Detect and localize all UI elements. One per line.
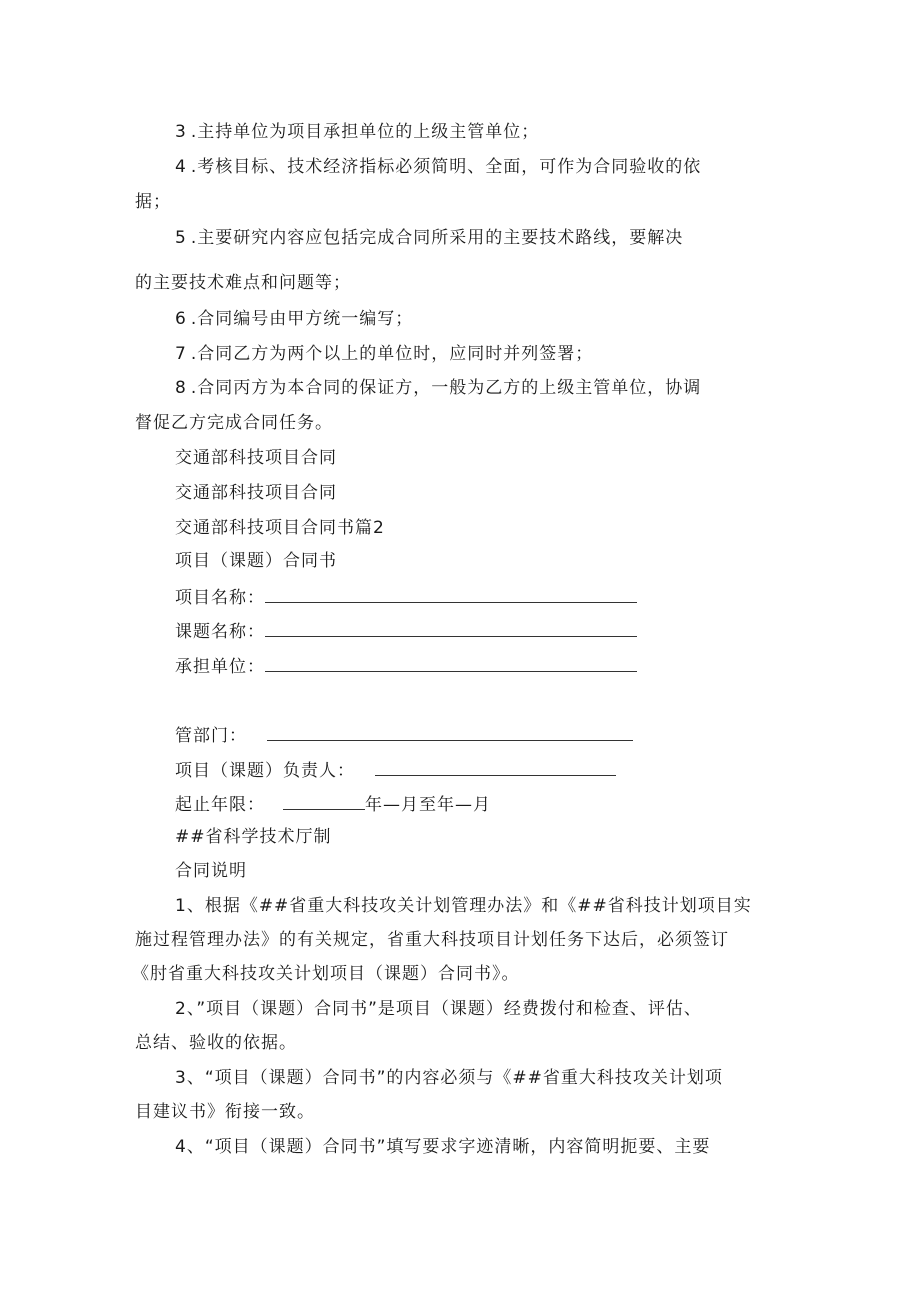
note-item-5 (175, 227, 683, 249)
period-label: 起止年限： (175, 795, 265, 815)
project-name-label: 项目名称： (175, 588, 265, 608)
note-item-5-continued: 的主要技术难点和问题等； (135, 273, 351, 293)
period-field (175, 793, 491, 816)
explanation-p1-line3: 《肘省重大科技攻关计划项目（课题）合同书》。 (132, 964, 520, 984)
note-number: 4 (175, 157, 187, 177)
note-item-6 (175, 308, 413, 330)
leader-blank[interactable] (375, 759, 616, 776)
project-name-blank[interactable] (265, 586, 637, 603)
explanation-p1-line2: 施过程管理办法》的有关规定，省重大科技项目计划任务下达后，必须签订 (135, 930, 729, 950)
heading-contract-book: 交通部科技项目合同书篇2 (175, 518, 385, 538)
undertaker-blank[interactable] (265, 655, 637, 672)
heading-project-contract: 项目（课题）合同书 (175, 551, 337, 571)
note-text: .合同编号由甲方统一编写； (190, 309, 414, 329)
undertaker-field (175, 655, 637, 678)
leader-field (175, 759, 616, 782)
dept-field (175, 724, 633, 747)
undertaker-label: 承担单位： (175, 657, 265, 677)
issuer: ##省科学技术厅制 (175, 827, 332, 847)
note-item-4 (175, 156, 701, 178)
topic-name-label: 课题名称： (175, 622, 265, 642)
explanation-p4-line1: 4、“项目（课题）合同书”填写要求字迹清晰，内容简明扼要、主要 (175, 1137, 711, 1157)
note-number: 5 (175, 228, 187, 248)
note-item-7 (175, 343, 593, 365)
explanation-title: 合同说明 (175, 861, 247, 881)
note-item-3 (175, 121, 539, 143)
explanation-p2-line1: 2、”项目（课题）合同书”是项目（课题）经费拨付和检查、评估、 (175, 999, 702, 1019)
note-number: 8 (175, 378, 187, 398)
heading-contract-2: 交通部科技项目合同 (175, 483, 337, 503)
note-text: .合同丙方为本合同的保证方，一般为乙方的上级主管单位，协调 (190, 378, 702, 398)
note-item-8-continued: 督促乙方完成合同任务。 (135, 413, 333, 433)
note-item-8 (175, 377, 701, 399)
note-number: 6 (175, 309, 187, 329)
dept-label: 管部门： (175, 726, 247, 746)
note-text: .主要研究内容应包括完成合同所采用的主要技术路线，要解决 (190, 228, 684, 248)
explanation-p1-line1: 1、根据《##省重大科技攻关计划管理办法》和《##省科技计划项目实 (175, 896, 752, 916)
heading-contract-1: 交通部科技项目合同 (175, 448, 337, 468)
note-text: .主持单位为项目承担单位的上级主管单位； (190, 122, 540, 142)
note-number: 3 (175, 122, 187, 142)
note-number: 7 (175, 344, 187, 364)
dept-blank[interactable] (267, 724, 633, 741)
project-name-field (175, 586, 637, 609)
leader-label: 项目（课题）负责人： (175, 761, 355, 781)
explanation-p2-line2: 总结、验收的依据。 (135, 1033, 297, 1053)
explanation-p3-line2: 目建议书》衔接一致。 (135, 1102, 315, 1122)
period-blank[interactable] (283, 793, 365, 810)
period-tail: 年—月至年—月 (365, 795, 491, 815)
note-text: .考核目标、技术经济指标必须简明、全面，可作为合同验收的依 (190, 157, 702, 177)
note-item-4-continued: 据； (135, 192, 171, 212)
note-text: .合同乙方为两个以上的单位时，应同时并列签署； (190, 344, 594, 364)
explanation-p3-line1: 3、“项目（课题）合同书”的内容必须与《##省重大科技攻关计划项 (175, 1068, 723, 1088)
topic-name-blank[interactable] (265, 620, 637, 637)
topic-name-field (175, 620, 637, 643)
